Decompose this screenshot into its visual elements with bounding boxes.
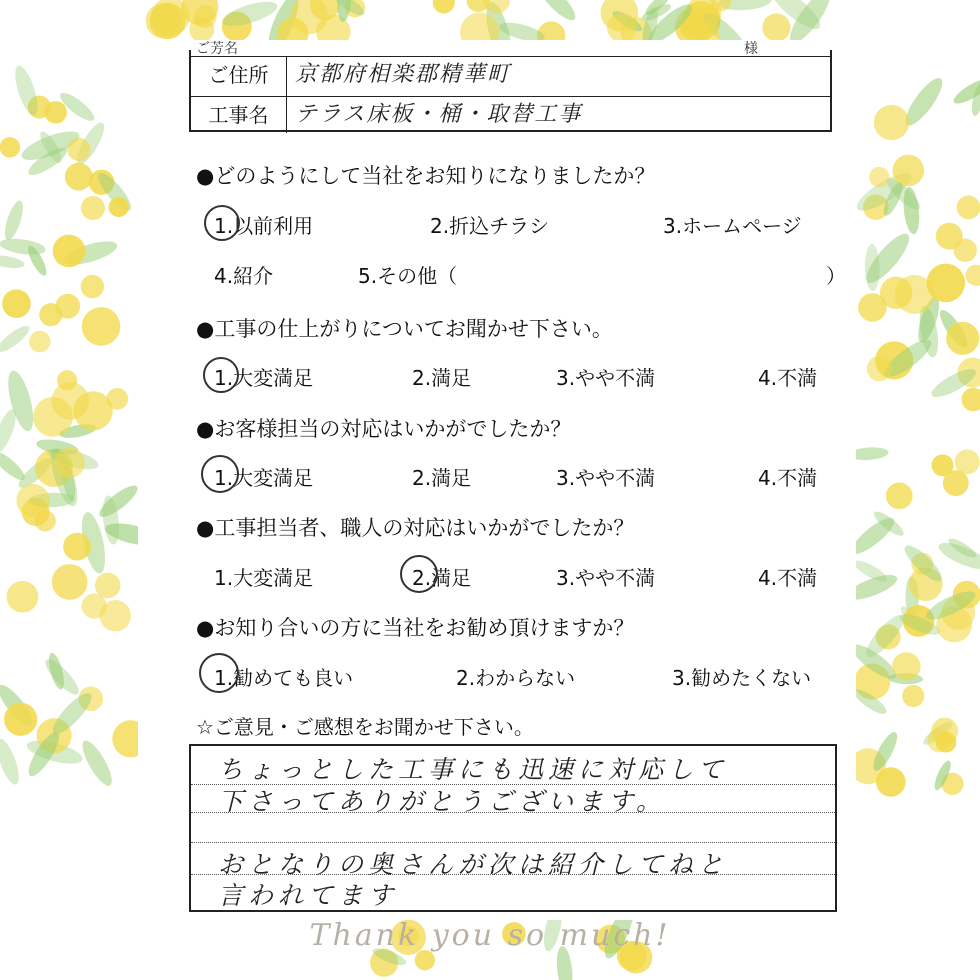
flower-shape bbox=[54, 448, 85, 479]
q5-option-2[interactable]: 2.わからない bbox=[456, 666, 576, 690]
question-1: ●どのようにして当社をお知りになりましたか？ bbox=[196, 164, 656, 188]
leaf-shape bbox=[48, 688, 97, 739]
leaf-shape bbox=[77, 737, 117, 790]
flower-shape bbox=[81, 275, 104, 298]
ruled-line bbox=[191, 842, 835, 843]
q2-option-2[interactable]: 2.満足 bbox=[412, 366, 472, 390]
flower-shape bbox=[106, 388, 128, 410]
flower-shape bbox=[955, 449, 980, 474]
comment-line-1: ちょっとした工事にも迅速に対応して bbox=[218, 755, 729, 784]
question-4: ●工事担当者、職人の対応はいかがでしたか？ bbox=[196, 516, 635, 540]
q5-selected-circle bbox=[199, 653, 239, 693]
flower-shape bbox=[29, 331, 51, 353]
q2-option-3[interactable]: 3.やや不満 bbox=[556, 366, 656, 390]
comment-line-3: おとなりの奥さんが次は紹介してねと bbox=[218, 850, 729, 879]
q3-option-2[interactable]: 2.満足 bbox=[412, 466, 472, 490]
flower-shape bbox=[53, 235, 86, 268]
flower-shape bbox=[886, 482, 913, 509]
work-row bbox=[191, 96, 830, 133]
flower-shape bbox=[869, 167, 889, 187]
address-row bbox=[191, 56, 830, 97]
q4-selected-circle bbox=[400, 555, 438, 593]
flower-shape bbox=[100, 600, 131, 631]
cropped-row bbox=[189, 40, 832, 50]
question-2: ●工事の仕上がりについてお聞かせ下さい。 bbox=[196, 317, 613, 341]
flower-shape bbox=[902, 685, 924, 707]
q2-option-1[interactable]: 1.大変満足 bbox=[214, 366, 314, 390]
comment-line-4: 言われてます bbox=[218, 881, 399, 910]
leaf-shape bbox=[0, 253, 25, 270]
flower-shape bbox=[962, 388, 980, 412]
question-5: ●お知り合いの方に当社をお勧め頂けますか？ bbox=[196, 616, 635, 640]
leaf-shape bbox=[533, 0, 580, 25]
thank-you-script: Thank you so much! bbox=[309, 918, 671, 953]
flower-shape bbox=[109, 197, 129, 217]
q3-option-4[interactable]: 4.不満 bbox=[758, 466, 818, 490]
flower-shape bbox=[931, 718, 958, 745]
flower-shape bbox=[65, 163, 93, 191]
flower-shape bbox=[965, 265, 980, 286]
flower-shape bbox=[149, 3, 185, 39]
comment-line-2: 下さってありがとうございます。 bbox=[218, 787, 667, 816]
q1-option-2[interactable]: 2.折込チラシ bbox=[430, 214, 550, 238]
header-table bbox=[189, 46, 832, 132]
q4-option-4[interactable]: 4.不満 bbox=[758, 566, 818, 590]
flower-shape bbox=[4, 703, 37, 736]
work-label: 工事名 bbox=[191, 97, 287, 133]
q5-option-1[interactable]: 1.勧めても良い bbox=[214, 666, 354, 690]
q4-option-3[interactable]: 3.やや不満 bbox=[556, 566, 656, 590]
question-3: ●お客様担当の対応はいかがでしたか？ bbox=[196, 417, 572, 441]
flower-shape bbox=[44, 101, 67, 124]
q1-option-1[interactable]: 1.以前利用 bbox=[214, 214, 314, 238]
q3-option-3[interactable]: 3.やや不満 bbox=[556, 466, 656, 490]
address-value: 京都府相楽郡精華町 bbox=[295, 62, 512, 87]
flower-shape bbox=[467, 0, 490, 12]
q1-option-5-close: ） bbox=[826, 264, 846, 288]
leaf-shape bbox=[95, 481, 141, 522]
leaf-shape bbox=[0, 322, 33, 356]
q3-option-1[interactable]: 1.大変満足 bbox=[214, 466, 314, 490]
name-label: ご芳名 bbox=[196, 41, 238, 57]
flower-shape bbox=[876, 767, 906, 797]
q4-option-2[interactable]: 2.満足 bbox=[412, 566, 472, 590]
flower-shape bbox=[880, 277, 912, 309]
flower-shape bbox=[415, 950, 435, 970]
work-value: テラス床板・桶・取替工事 bbox=[295, 102, 583, 127]
leaf-shape bbox=[1, 199, 26, 243]
flower-shape bbox=[82, 307, 121, 346]
flower-shape bbox=[67, 138, 90, 161]
flower-shape bbox=[95, 573, 121, 599]
q5-option-3[interactable]: 3.勧めたくない bbox=[672, 666, 812, 690]
address-label: ご住所 bbox=[191, 57, 287, 97]
flower-shape bbox=[433, 0, 455, 13]
q1-selected-circle bbox=[204, 205, 240, 241]
comments-heading: ☆ご意見・ご感想をお聞かせ下さい。 bbox=[196, 715, 534, 739]
leaf-shape bbox=[865, 244, 881, 291]
flower-shape bbox=[874, 105, 909, 140]
flower-shape bbox=[33, 397, 73, 437]
flower-shape bbox=[2, 289, 31, 318]
flower-shape bbox=[63, 533, 91, 561]
flower-shape bbox=[52, 564, 88, 600]
q2-selected-circle bbox=[203, 357, 239, 393]
flower-shape bbox=[607, 13, 636, 42]
q1-option-4[interactable]: 4.紹介 bbox=[214, 264, 274, 288]
q2-option-4[interactable]: 4.不満 bbox=[758, 366, 818, 390]
flower-shape bbox=[867, 356, 892, 381]
leaf-shape bbox=[0, 736, 23, 787]
flower-shape bbox=[957, 196, 980, 220]
flower-shape bbox=[7, 581, 39, 613]
flower-shape bbox=[55, 294, 80, 319]
flower-shape bbox=[892, 155, 924, 187]
flower-shape bbox=[35, 510, 56, 531]
flower-shape bbox=[936, 223, 963, 250]
q3-selected-circle bbox=[201, 455, 239, 493]
flower-shape bbox=[762, 13, 790, 41]
leaf-shape bbox=[0, 448, 28, 485]
flower-shape bbox=[0, 137, 20, 157]
flower-shape bbox=[932, 454, 954, 476]
q1-option-5[interactable]: 5.その他（ bbox=[358, 264, 458, 288]
flower-shape bbox=[892, 652, 920, 680]
q4-option-1[interactable]: 1.大変満足 bbox=[214, 566, 314, 590]
name-suffix: 様 bbox=[744, 41, 758, 57]
flower-shape bbox=[81, 196, 105, 220]
flower-shape bbox=[946, 322, 979, 355]
q1-option-3[interactable]: 3.ホームページ bbox=[663, 214, 802, 238]
